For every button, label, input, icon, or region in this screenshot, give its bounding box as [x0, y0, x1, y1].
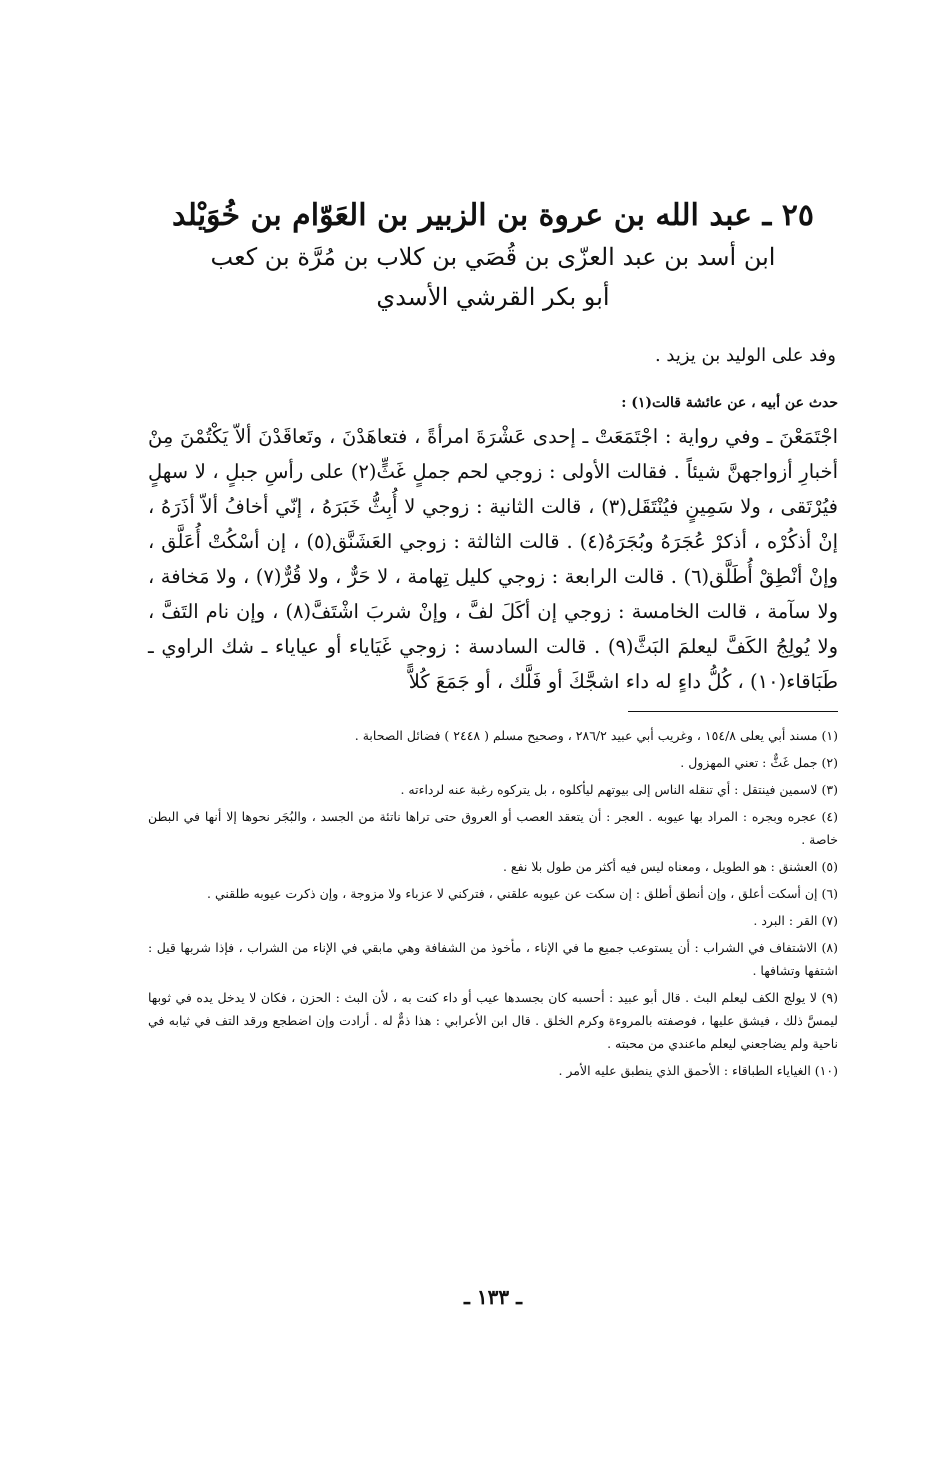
- kunya-line: أبو بكر القرشي الأسدي: [376, 283, 610, 311]
- footnote-3: (٣) لاسمين فينتقل : أي تنقله الناس إلى بيوتهم ليأكلوه ، بل يتركوه رغبة عنه لرداءته .: [400, 782, 838, 797]
- footnote-10: (١٠) الغياياء الطباقاء : الأحمق الذي ينطبق عليه الأمر .: [558, 1063, 838, 1078]
- lineage-line: ابن أسد بن عبد العزّى بن قُصَي بن كلاب بن مُرَّة بن كعب: [210, 243, 776, 271]
- footnote-1: (١) مسند أبي يعلى ١٥٤/٨ ، وغريب أبي عبيد ٢٨٦/٢ ، وصحيح مسلم ( ٢٤٤٨ ) فضائل الصحابة .: [354, 728, 838, 743]
- biography-heading: [148, 195, 838, 317]
- narration-line: حدث عن أبيه ، عن عائشة قالت(١) :: [621, 395, 838, 411]
- footnotes: [148, 724, 838, 1082]
- footnote-4: (٤) عجره وبجره : المراد بها عيوبه . العجر : أن يتعقد العصب أو العروق حتى تراها ناتئة من الجسد ، والبُجَر نحوها إلا أنها في البطن خاصة .: [148, 809, 838, 847]
- book-page: [148, 195, 838, 1345]
- intro-line: وفد على الوليد بن يزيد .: [654, 345, 836, 366]
- footnote-9: (٩) لا يولج الكف ليعلم البث . قال أبو عبيد : أحسبه كان بجسدها عيب أو داء كنت به ، لأن البث : الحزن ، فكان لا يدخل يده في ثوبها ليمسَّ ذلك ، فيشق عليها ، فوصفته بالمروءة وكرم الخلق . قال ابن الأعرابي : هذا ذمٌّ له . أرادت وإن اضطجع ورقد التف في ثيابه في ناحية ولم يضاجعني ليعلم ماعندي من محبته .: [148, 990, 838, 1051]
- hadith-body: اجْتَمَعْنَ ـ وفي رواية : اجْتَمَعَتْ ـ إحدى عَشْرَةَ امرأةً ، فتعاهَدْنَ ، وتَعاقَدْنَ ألاّ يَكْتُمْنَ مِنْ أخبارِ أزواجهنَّ شيئاً . فقالت الأولى : زوجي لحم جملٍ غَثٍّ(٢) على رأسِ جبلٍ ، لا سهلٍ فيُرْتَقى ، ولا سَمِينٍ فيُنْتَقَل(٣) ، قالت الثانية : زوجي لا أُبِثُّ خَبَرَهُ ، إنّي أخافُ ألاّ أذَرَهُ ، إنْ أذكُرْه ، أذكرْ عُجَرَهُ وبُجَرَهُ(٤) . قالت الثالثة : زوجي العَشَنَّق(٥) ، إن أسْكُتْ أُعَلَّق ، وإنْ أنْطِقْ أُطَلَّق(٦) . قالت الرابعة : زوجي كليل تِهامة ، لا حَرٌّ ، ولا قُرٌّ(٧) ، ولا مَخافة ، ولا سآمة ، قالت الخامسة : زوجي إن أكَلَ لفَّ ، وإنْ شربَ اشْتَفَّ(٨) ، وإن نام التَفَّ ، ولا يُولِجُ الكَفَّ ليعلمَ البَثَّ(٩) . قالت السادسة : زوجي غَيَاياء أو عياياء ـ شك الراوي ـ طَبَاقاء(١٠) ، كُلُّ داءٍ له داء اشجَّكَ أو فَلَّك ، أو جَمَعَ كُلاًّ: [148, 425, 839, 693]
- entry-title: ٢٥ ـ عبد الله بن عروة بن الزبير بن العَوّام بن خُوَيْلد: [172, 198, 814, 233]
- footnote-separator: [628, 711, 838, 712]
- footnote-6: (٦) إن أسكت أعلق ، وإن أنطق أطلق : إن سكت عن عيوبه علقني ، فتركني لا عزباء ولا مزوجة ، وإن ذكرت عيوبه طلقني .: [207, 886, 838, 901]
- footnote-5: (٥) العشنق : هو الطويل ، ومعناه ليس فيه أكثر من طول بلا نفع .: [502, 859, 838, 874]
- footnote-8: (٨) الاشتفاف في الشراب : أن يستوعب جميع ما في الإناء ، مأخوذ من الشفافة وهي مابقي في الإناء من الشراب ، فإذا شربها قيل : اشتفها وتشافها .: [148, 940, 838, 978]
- footnote-2: (٢) جمل غَثٌّ : تعني المهزول .: [680, 755, 838, 770]
- footnote-7: (٧) القر : البرد .: [753, 913, 838, 928]
- page-number: ـ ١٣٣ ـ: [464, 1285, 522, 1309]
